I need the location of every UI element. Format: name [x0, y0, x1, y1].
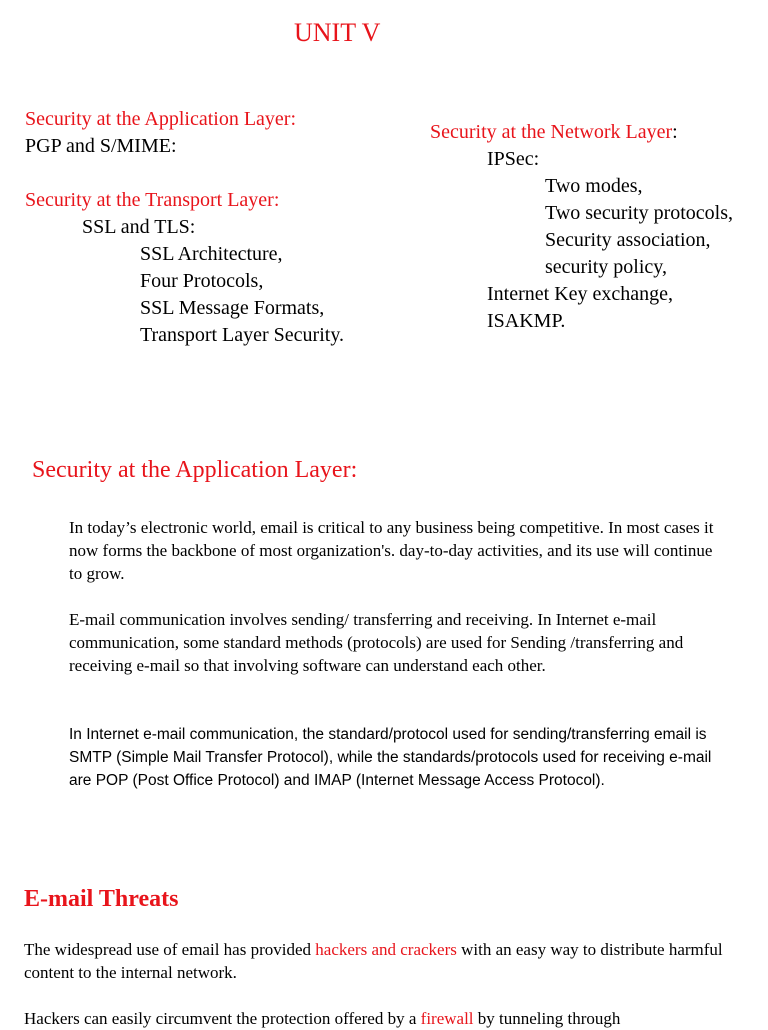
outline-transport-heading: Security at the Transport Layer: — [25, 189, 280, 211]
outline-network-heading: Security at the Network Layer — [430, 121, 673, 143]
text-run: The widespread use of email has provided — [24, 940, 316, 959]
outline-network-item: Two security protocols, — [545, 202, 734, 224]
outline-transport-item: Four Protocols, — [140, 270, 264, 292]
outline-transport-item: SSL Message Formats, — [140, 297, 325, 319]
outline-network-item: Security association, — [545, 229, 711, 251]
paragraph: In Internet e-mail communication, the standard/protocol used for sending/transferring email is SMTP (Simple Mail Transfer Protocol), while the standards/protocols used for receiving e-mail are POP (Post Office Protocol) and IMAP (Internet Message Access Protocol). — [69, 726, 712, 789]
text-run: by tunneling through — [473, 1009, 621, 1028]
outline-network-heading-colon: : — [672, 121, 678, 143]
threats-paragraph — [24, 1007, 724, 1030]
threats-heading: E-mail Threats — [24, 886, 179, 912]
outline-network-heading-line — [430, 119, 678, 146]
outline-application-item: PGP and S/MIME: — [25, 135, 177, 157]
outline-application-heading: Security at the Application Layer: — [25, 108, 297, 130]
outline-network-subheading: IPSec: — [487, 148, 540, 170]
threats-paragraph — [24, 938, 724, 984]
outline-network-item: security policy, — [545, 256, 668, 278]
page-title: UNIT V — [294, 18, 381, 47]
highlight-text: hackers and crackers — [315, 940, 457, 959]
outline-transport-item: SSL Architecture, — [140, 243, 283, 265]
outline-network-item: Two modes, — [545, 175, 643, 197]
highlight-text: firewall — [420, 1009, 474, 1028]
paragraph: E-mail communication involves sending/ transferring and receiving. In Internet e-mail communication, some standard methods (protocols) are used for Sending /transferring and receiving e-mail so that involving software can understand each other. — [69, 610, 684, 675]
outline-network-extra: ISAKMP. — [487, 310, 566, 332]
text-run: with an easy way to distribute harmful content to the internal network. — [24, 940, 723, 982]
outline-transport-subheading: SSL and TLS: — [82, 216, 196, 238]
paragraph: In today’s electronic world, email is critical to any business being competitive. In most cases it now forms the backbone of most organization's. day-to-day activities, and its use will continue to grow. — [69, 518, 714, 583]
outline-transport-item: Transport Layer Security. — [140, 324, 345, 346]
outline-network-extra: Internet Key exchange, — [487, 283, 674, 305]
section-heading: Security at the Application Layer: — [32, 457, 358, 483]
text-run: Hackers can easily circumvent the protection offered by a — [24, 1009, 421, 1028]
